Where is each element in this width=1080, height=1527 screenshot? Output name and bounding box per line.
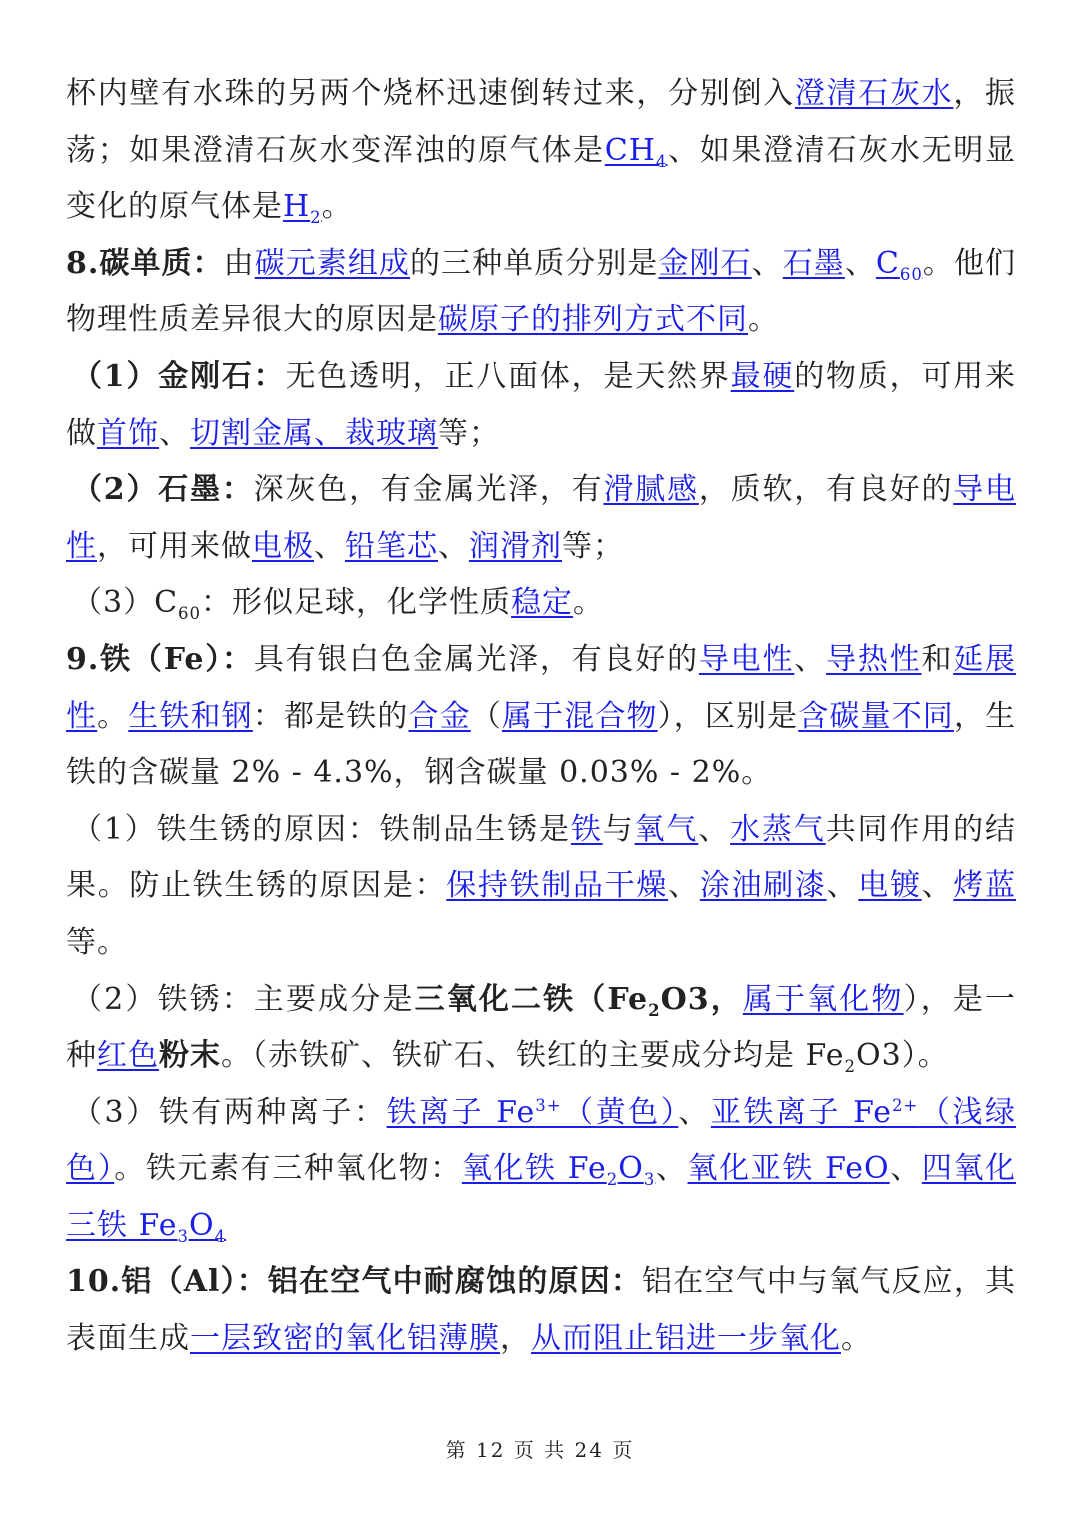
text: 。（赤铁矿、铁矿石、铁红的主要成分均是 Fe (221, 1038, 845, 1074)
text: 、 (794, 641, 827, 677)
answer-blank: 金刚石 (658, 245, 752, 281)
page-number-footer: 第 12 页 共 24 页 (445, 1438, 635, 1462)
formula-text: O (188, 1207, 215, 1243)
paragraph-carbon (66, 236, 1016, 349)
answer-blank: 含碳量不同 (798, 698, 954, 734)
formula-text: （黄色） (561, 1094, 679, 1130)
text: 、 (159, 415, 190, 451)
answer-fe2o3 (461, 1151, 656, 1190)
text: 、 (678, 1094, 711, 1130)
subscript: 2 (844, 1057, 856, 1077)
answer-blank: 导热性 (826, 641, 922, 677)
text: 无色透明，正八面体，是天然界 (285, 358, 731, 394)
text: 等； (438, 415, 500, 451)
answer-h2 (283, 189, 322, 228)
text: 由 (223, 245, 255, 281)
paragraph-graphite (66, 462, 1016, 575)
answer-fe3 (387, 1095, 679, 1130)
formula-text: 铁离子 Fe (386, 1094, 536, 1130)
paragraph-iron-ions (66, 1085, 1016, 1255)
answer-blank: 首饰 (97, 415, 159, 451)
text: 、 (889, 1151, 922, 1187)
subscript: 2 (606, 1170, 619, 1190)
formula-text: 四氧化三铁 Fe (66, 1151, 1017, 1243)
text: 、 (668, 868, 700, 904)
answer-blank: 碳原子的排列方式不同 (438, 302, 748, 338)
subscript: 3 (177, 1226, 189, 1246)
text: O3）。 (855, 1038, 949, 1074)
answer-blank: 电极 (252, 528, 314, 564)
subsection-heading: （1）金刚石： (72, 358, 286, 394)
text: 。他们物理性质差异很大的原因是 (66, 245, 1017, 338)
subscript: 4 (214, 1226, 227, 1246)
text: 、 (751, 245, 783, 281)
subscript: 4 (655, 151, 668, 171)
answer-blank: 润滑剂 (469, 528, 562, 564)
text: ），是一种 (66, 981, 1017, 1074)
formula-text: （浅绿色） (66, 1094, 1016, 1187)
text: 杯内壁有水珠的另两个烧杯迅速倒转过来，分别倒入 (66, 76, 795, 111)
text: （ (470, 698, 502, 734)
text: ，可用来做 (97, 528, 252, 564)
answer-blank: 铁 (570, 811, 603, 847)
answer-blank: 合金 (408, 698, 471, 734)
text: 。 (748, 302, 779, 338)
answer-c60 (875, 245, 923, 284)
text: ，生铁的含碳量 2% - 4.3%，钢含碳量 0.03% - 2%。 (66, 698, 1017, 791)
paragraph-iron (66, 632, 1016, 802)
section-heading: 9.铁（Fe）： (66, 641, 254, 677)
text: ），区别是 (657, 698, 799, 734)
formula-text: 亚铁离子 Fe (710, 1094, 893, 1130)
answer-blank: 氧气 (634, 811, 699, 847)
answer-blank: 电镀 (858, 868, 922, 904)
text: 与 (602, 811, 635, 847)
paragraph-diamond (66, 349, 1016, 462)
subsection-heading (72, 585, 202, 624)
text: （2）铁锈：主要成分是 (72, 981, 415, 1017)
answer-blank: 从而阻止铝进一步氧化 (531, 1321, 841, 1357)
text: 和 (921, 641, 954, 677)
text: 、 (921, 868, 954, 904)
answer-blank: 属于氧化物 (742, 981, 904, 1017)
text: 。铁元素有三种氧化物： (114, 1151, 462, 1187)
subscript: 2 (310, 208, 322, 228)
paragraph-aluminum (66, 1254, 1016, 1367)
section-heading: 8.碳单质： (66, 245, 224, 281)
text: ， (500, 1321, 531, 1357)
answer-blank: 水蒸气 (730, 811, 826, 847)
text: ：都是铁的 (252, 698, 409, 734)
subscript: 60 (178, 604, 202, 624)
answer-ch4 (604, 132, 668, 171)
formula-text: H (283, 189, 311, 225)
text: 铝在空气中与氧气反应，其表面生成 (66, 1264, 1016, 1357)
text: 。 (841, 1321, 872, 1357)
answer-feo: 氧化亚铁 FeO (687, 1151, 890, 1187)
answer-blank: 一层致密的氧化铝薄膜 (190, 1321, 500, 1357)
paragraph-rust-cause (66, 802, 1016, 972)
text: 等； (562, 528, 624, 564)
text: 、如果澄清石灰水无明显变化的原气体是 (66, 132, 1017, 225)
subscript: 2 (648, 1000, 661, 1020)
formula-text: CH (604, 132, 656, 168)
text: 、 (655, 1151, 688, 1187)
text: ，质软，有良好的 (698, 472, 954, 508)
section-heading: 10.铝（Al）：铝在空气中耐腐蚀的原因： (66, 1264, 643, 1300)
text: ：形似足球，化学性质 (201, 585, 512, 621)
answer-blank: 延展性 (66, 641, 1017, 734)
paragraph-c60 (66, 575, 1016, 632)
text: 的三种单质分别是 (409, 245, 659, 281)
answer-blank: 碳元素组成 (254, 245, 410, 281)
bold-text (414, 981, 743, 1020)
text: 、 (826, 868, 859, 904)
answer-blank: 石墨 (782, 245, 845, 281)
formula-text: O (618, 1151, 644, 1187)
text: 。 (321, 189, 353, 225)
text: 、 (698, 811, 731, 847)
answer-blank: 保持铁制品干燥 (446, 868, 669, 904)
text: （1）铁生锈的原因：铁制品生锈是 (72, 811, 571, 847)
text: 、 (438, 528, 469, 564)
text: 、 (844, 245, 876, 281)
formula-text: O3， (660, 981, 743, 1017)
answer-blank: 切割金属、裁玻璃 (190, 415, 438, 451)
text: 深灰色，有金属光泽，有 (253, 472, 604, 508)
answer-blank: 生铁和钢 (128, 698, 253, 734)
superscript: 2+ (892, 1095, 919, 1115)
answer-blank: 烤蓝 (953, 868, 1017, 904)
subsection-heading: （2）石墨： (72, 472, 254, 508)
superscript: 3+ (535, 1095, 562, 1115)
text: 共同作用的结果。防止铁生锈的原因是： (66, 811, 1016, 904)
paragraph-gas-test (66, 66, 1016, 236)
text: 等。 (66, 924, 128, 960)
text: （3）铁有两种离子： (72, 1094, 387, 1130)
text: 的物质，可用来做 (66, 358, 1017, 451)
answer-blank: 稳定 (511, 585, 574, 621)
answer-blank: 最硬 (730, 358, 795, 394)
text: 。 (97, 698, 129, 734)
answer-blank: 属于混合物 (501, 698, 658, 734)
answer-blank: 滑腻感 (603, 472, 699, 508)
subscript: 3 (643, 1170, 656, 1190)
answer-blank: 铅笔芯 (345, 528, 438, 564)
subscript: 60 (899, 264, 923, 284)
heading-text: （3）C (72, 585, 179, 621)
text: 具有银白色金属光泽，有良好的 (253, 641, 699, 677)
paragraph-rust (66, 972, 1016, 1085)
document-body (66, 66, 1016, 1368)
answer-blank: 导电性 (66, 472, 1017, 564)
answer-blank: 涂油刷漆 (699, 868, 827, 904)
formula-text: 三氧化二铁（Fe (414, 981, 649, 1017)
answer-blank: 红色 (97, 1038, 159, 1074)
formula-text: 氧化铁 Fe (461, 1151, 607, 1187)
text: ，振荡；如果澄清石灰水变浑浊的原气体是 (66, 76, 1017, 168)
answer-limewater: 澄清石灰水 (794, 76, 954, 111)
text: 。 (573, 585, 605, 621)
text: 、 (314, 528, 345, 564)
answer-blank: 导电性 (698, 641, 795, 677)
formula-text: C (875, 245, 900, 281)
bold-text: 粉末 (159, 1038, 221, 1074)
